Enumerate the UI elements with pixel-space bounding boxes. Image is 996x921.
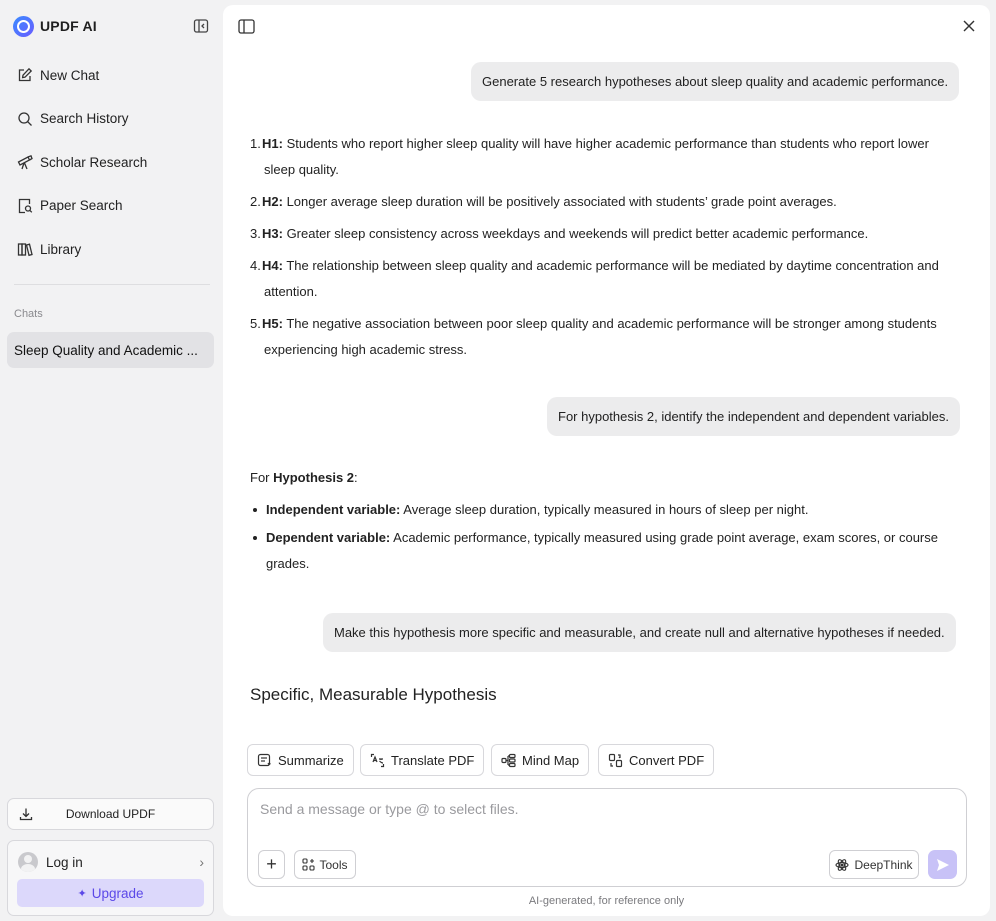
list-item: 1.H1: Students who report higher sleep quality will have higher academic performance than students who report lower sleep quality. [250,136,929,177]
sidebar-item-search-history[interactable] [8,101,214,137]
send-icon [936,858,950,872]
tools-button[interactable]: Tools [294,850,356,879]
sidebar-item-paper-search[interactable] [8,188,214,224]
login-label: Log in [46,854,83,870]
download-icon [19,807,33,821]
updf-logo-icon [13,16,34,37]
translate-icon [370,753,385,768]
list-item: 3.H3: Greater sleep consistency across weekdays and weekends will predict better academic performance. [250,226,869,242]
collapse-sidebar-icon[interactable] [193,18,209,34]
convert-icon [608,753,623,768]
sidebar [0,0,222,921]
translate-pdf-button[interactable]: Translate PDF [360,744,484,776]
list-item: Dependent variable: Academic performance, typically measured using grade point average, exam scores, or course grades. [250,525,950,576]
download-updf-button[interactable] [7,798,214,830]
brand[interactable] [13,15,97,37]
convert-pdf-button[interactable]: Convert PDF [598,744,714,776]
sidebar-item-scholar-research[interactable] [8,144,214,180]
paper-search-icon [17,198,33,214]
variables-list [250,497,950,577]
chevron-right-icon: › [199,854,204,870]
library-icon [17,241,33,257]
sidebar-item-library[interactable] [8,231,214,267]
answer-intro: For Hypothesis 2: [250,470,358,485]
hypothesis-list [250,131,950,362]
upgrade-button[interactable] [17,879,204,907]
mind-map-icon [501,753,516,768]
chat-panel [223,5,990,916]
user-message: For hypothesis 2, identify the independent and dependent variables. [547,397,960,436]
sidebar-item-new-chat[interactable] [8,57,214,93]
mind-map-button[interactable]: Mind Map [491,744,589,776]
assistant-message [250,131,950,369]
chat-item-active[interactable]: Sleep Quality and Academic ... [7,332,214,368]
plus-icon: + [266,854,277,874]
summarize-button[interactable]: Summarize [247,744,354,776]
brand-name: UPDF AI [40,18,97,34]
sidebar-item-label: Scholar Research [40,154,148,170]
answer-heading: Specific, Measurable Hypothesis [250,685,497,704]
new-chat-icon [17,67,33,83]
user-message: Make this hypothesis more specific and measurable, and create null and alternative hypotheses if needed. [323,613,956,652]
add-attachment-button[interactable] [258,850,285,879]
chats-section-label: Chats [14,308,43,320]
avatar [18,852,38,872]
send-button[interactable] [928,850,957,879]
toggle-panel-icon[interactable] [238,19,255,34]
telescope-icon [17,154,33,170]
list-item: 4.H4: The relationship between sleep quality and academic performance will be mediated by daytime concentration and attention. [250,258,939,299]
message-composer [247,788,967,887]
deepthink-toggle[interactable]: DeepThink [829,850,919,879]
sidebar-item-label: Search History [40,111,129,126]
assistant-message [250,465,950,579]
atom-icon [835,858,849,872]
list-item: 2.H2: Longer average sleep duration will be positively associated with students’ grade point averages. [250,193,837,209]
message-input[interactable] [260,801,950,817]
sidebar-item-label: Paper Search [40,198,123,213]
list-item: 5.H5: The negative association between poor sleep quality and academic performance will be stronger among students experiencing high academic stress. [250,316,937,357]
tools-icon [302,858,315,871]
login-button[interactable] [18,851,204,873]
ai-disclaimer: AI-generated, for reference only [528,895,685,907]
sidebar-item-label: Library [40,241,82,257]
download-label: Download UPDF [65,807,156,821]
upgrade-label: Upgrade [91,885,144,901]
account-box [7,840,214,916]
close-icon[interactable] [962,19,976,33]
summarize-icon [257,753,272,768]
sidebar-divider [14,284,210,285]
sparkle-icon: ✦ [77,887,87,900]
sidebar-item-label: New Chat [40,67,100,83]
sidebar-nav [8,57,214,275]
search-icon [17,111,33,127]
list-item: Independent variable: Average sleep duration, typically measured in hours of sleep per night. [250,497,950,523]
user-message: Generate 5 research hypotheses about sleep quality and academic performance. [471,62,959,101]
